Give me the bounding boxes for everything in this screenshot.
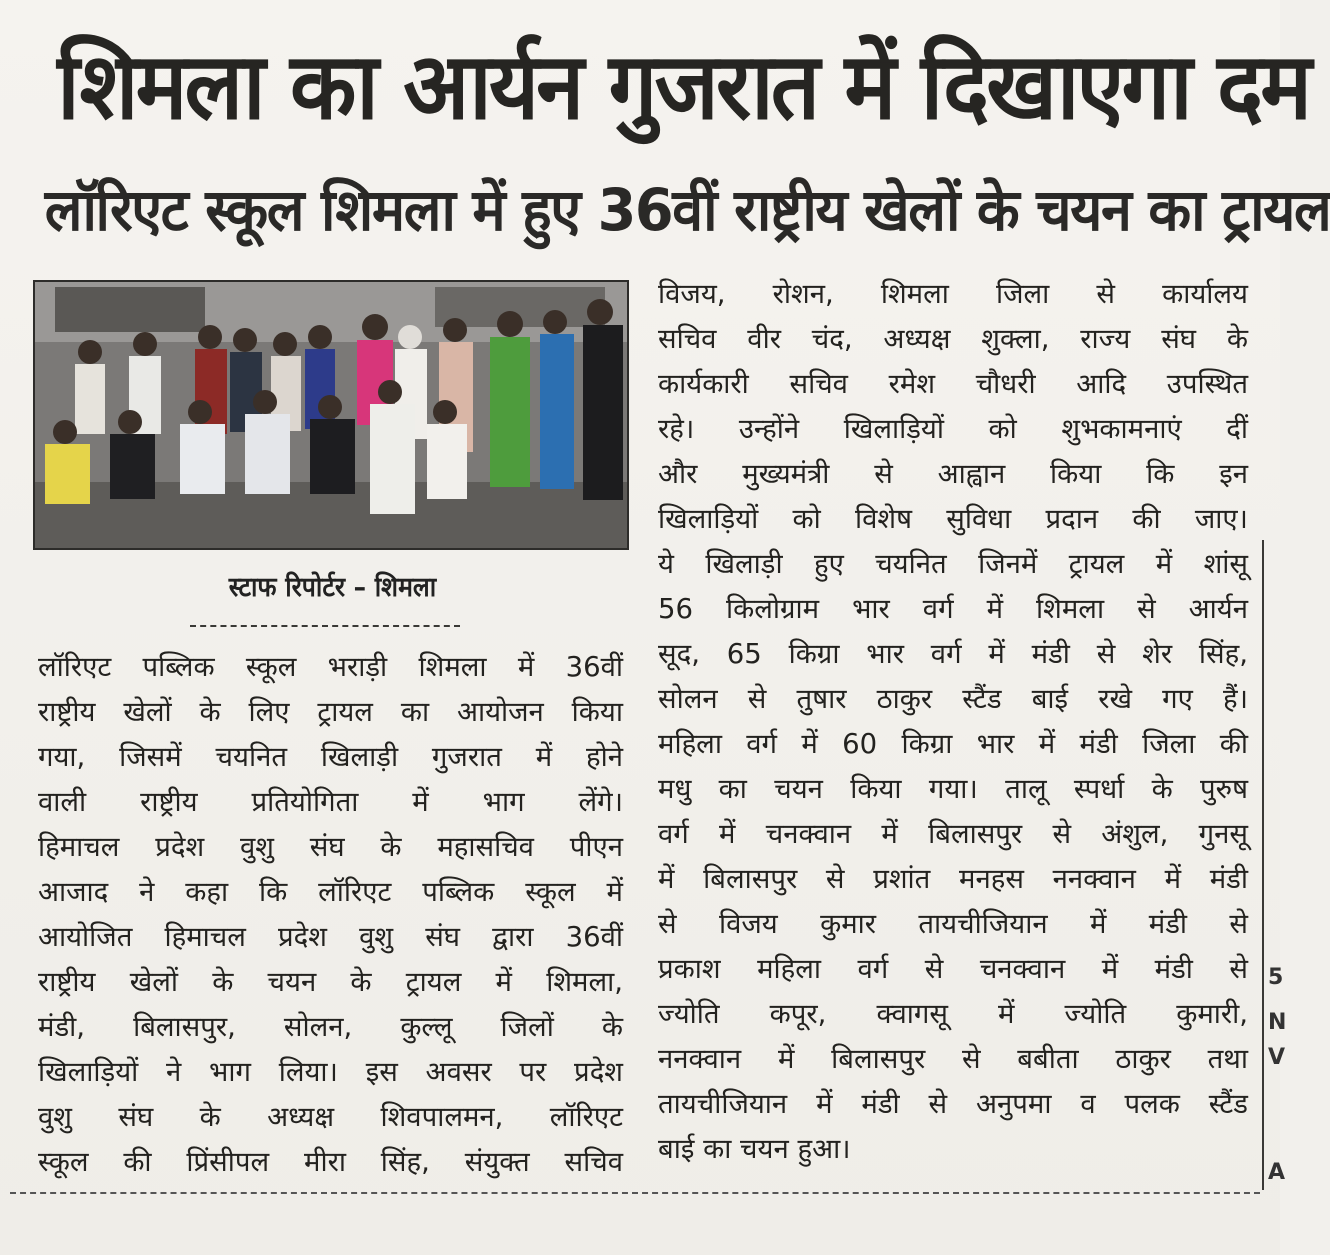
left-column (38, 645, 623, 1185)
text-line: महिला वर्ग में 60 किग्रा भार में मंडी जिला की (658, 728, 1248, 760)
text-line: मधु का चयन किया गया। तालू स्पर्धा के पुरुष (658, 773, 1248, 805)
edge-fragment: N (1268, 1010, 1287, 1035)
headline: शिमला का आर्यन गुजरात में दिखाएगा दम (57, 33, 1310, 140)
text-line: खिलाड़ियों ने भाग लिया। इस अवसर पर प्रदेश (38, 1056, 623, 1088)
text-line: मंडी, बिलासपुर, सोलन, कुल्लू जिलों के (38, 1011, 623, 1043)
text-line: सचिव वीर चंद, अध्यक्ष शुक्ला, राज्य संघ के (658, 323, 1248, 355)
text-line: सोलन से तुषार ठाकुर स्टैंड बाई रखे गए हैं। (658, 683, 1248, 715)
text-line: कार्यकारी सचिव रमेश चौधरी आदि उपस्थित (658, 368, 1248, 400)
text-line: बाई का चयन हुआ। (658, 1133, 851, 1165)
text-line: स्कूल की प्रिंसीपल मीरा सिंह, संयुक्त सचिव (38, 1146, 623, 1178)
text-line: तायचीजियान में मंडी से अनुपमा व पलक स्टैंड (658, 1088, 1248, 1120)
edge-fragment: 5 (1268, 965, 1284, 990)
text-line: सूद, 65 किग्रा भार वर्ग में मंडी से शेर सिंह, (658, 638, 1248, 670)
group-photo (33, 280, 629, 550)
text-line: में बिलासपुर से प्रशांत मनहस ननक्वान में मंडी (658, 863, 1248, 895)
text-line: आयोजित हिमाचल प्रदेश वुशु संघ द्वारा 36वीं (38, 921, 623, 953)
text-line: से विजय कुमार तायचीजियान में मंडी से (658, 908, 1248, 940)
text-line: 56 किलोग्राम भार वर्ग में शिमला से आर्यन (658, 593, 1248, 625)
text-line: और मुख्यमंत्री से आह्वान किया कि इन (658, 458, 1248, 490)
byline: स्टाफ रिपोर्टर – शिमला (228, 572, 437, 603)
text-line: ननक्वान में बिलासपुर से बबीता ठाकुर तथा (658, 1043, 1248, 1075)
text-line: ये खिलाड़ी हुए चयनित जिनमें ट्रायल में शांसू (658, 548, 1248, 580)
text-line: ज्योति कपूर, क्वागसू में ज्योति कुमारी, (658, 998, 1248, 1030)
text-line: प्रकाश महिला वर्ग से चनक्वान में मंडी से (658, 953, 1248, 985)
text-line: रहे। उन्होंने खिलाड़ियों को शुभकामनाएं दीं (658, 413, 1248, 445)
byline-divider (190, 625, 460, 627)
text-line: वाली राष्ट्रीय प्रतियोगिता में भाग लेंगे। (38, 786, 623, 818)
text-line: आजाद ने कहा कि लॉरिएट पब्लिक स्कूल में (38, 876, 623, 908)
subheadline: लॉरिएट स्कूल शिमला में हुए 36वीं राष्ट्रीय खेलों के चयन का ट्रायल (44, 176, 1330, 244)
text-line: गया, जिसमें चयनित खिलाड़ी गुजरात में होने (38, 741, 623, 773)
edge-fragment: V (1268, 1045, 1286, 1070)
text-line: वर्ग में चनक्वान में बिलासपुर से अंशुल, गुनसू (658, 818, 1248, 850)
adjacent-article-edge (1262, 540, 1282, 1190)
text-line: राष्ट्रीय खेलों के लिए ट्रायल का आयोजन किया (38, 696, 623, 728)
text-line: राष्ट्रीय खेलों के चयन के ट्रायल में शिमला, (38, 966, 623, 998)
bottom-divider (10, 1192, 1260, 1194)
text-line: विजय, रोशन, शिमला जिला से कार्यालय (658, 278, 1248, 310)
text-line: लॉरिएट पब्लिक स्कूल भराड़ी शिमला में 36वीं (38, 651, 623, 683)
text-line: खिलाड़ियों को विशेष सुविधा प्रदान की जाए। (658, 503, 1248, 535)
text-line: हिमाचल प्रदेश वुशु संघ के महासचिव पीएन (38, 831, 623, 863)
edge-fragment: A (1268, 1160, 1286, 1185)
text-line: वुशु संघ के अध्यक्ष शिवपालमन, लॉरिएट (38, 1101, 623, 1133)
group-photo-illustration (35, 282, 627, 548)
right-column (658, 272, 1248, 1172)
